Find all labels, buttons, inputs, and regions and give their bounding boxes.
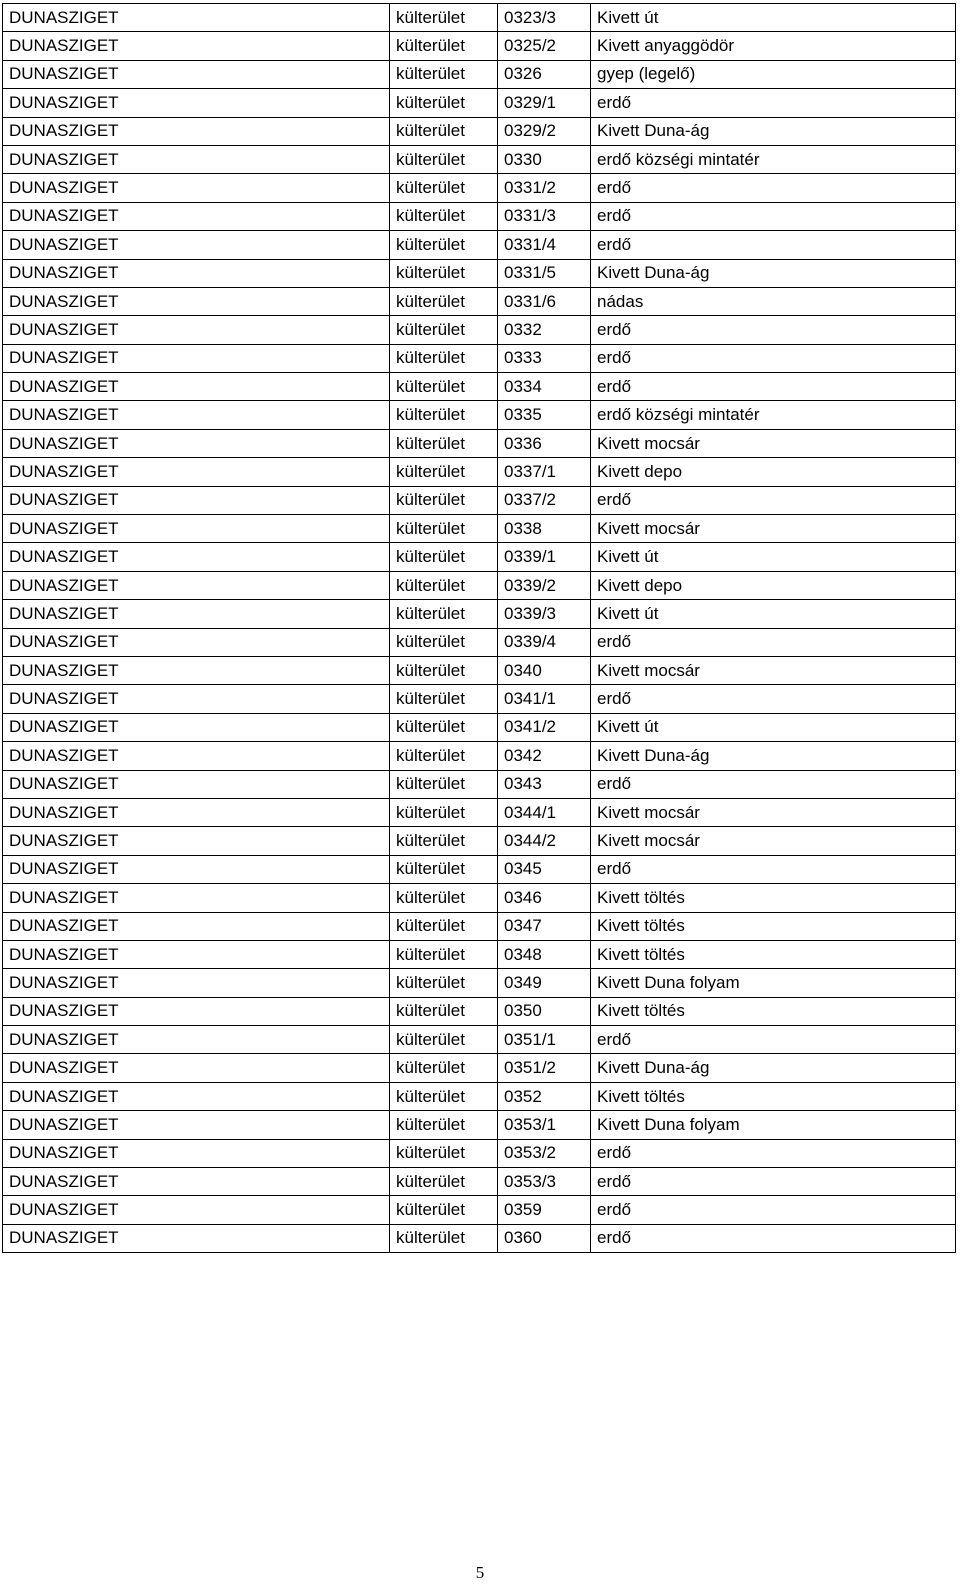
parcel-number-cell: 0339/1 [498, 543, 591, 571]
parcel-number-cell: 0350 [498, 997, 591, 1025]
land-use-cell: Kivett töltés [591, 884, 956, 912]
parcel-number-cell: 0338 [498, 515, 591, 543]
land-use-cell: erdő [591, 316, 956, 344]
parcel-number-cell: 0330 [498, 145, 591, 173]
settlement-cell: DUNASZIGET [3, 515, 390, 543]
settlement-cell: DUNASZIGET [3, 1026, 390, 1054]
table-row [3, 628, 956, 656]
settlement-cell: DUNASZIGET [3, 174, 390, 202]
settlement-cell: DUNASZIGET [3, 429, 390, 457]
land-use-cell: erdő [591, 1168, 956, 1196]
settlement-cell: DUNASZIGET [3, 486, 390, 514]
area-type-cell: külterület [390, 600, 498, 628]
table-row [3, 1082, 956, 1110]
table-row [3, 1196, 956, 1224]
settlement-cell: DUNASZIGET [3, 656, 390, 684]
parcel-number-cell: 0334 [498, 373, 591, 401]
settlement-cell: DUNASZIGET [3, 940, 390, 968]
table-row [3, 1026, 956, 1054]
area-type-cell: külterület [390, 1054, 498, 1082]
land-use-cell: erdő [591, 486, 956, 514]
area-type-cell: külterület [390, 32, 498, 60]
settlement-cell: DUNASZIGET [3, 401, 390, 429]
land-use-cell: Kivett út [591, 713, 956, 741]
settlement-cell: DUNASZIGET [3, 145, 390, 173]
settlement-cell: DUNASZIGET [3, 884, 390, 912]
table-row [3, 429, 956, 457]
table-row [3, 571, 956, 599]
area-type-cell: külterület [390, 685, 498, 713]
land-use-cell: Kivett Duna-ág [591, 259, 956, 287]
land-use-cell: Kivett mocsár [591, 798, 956, 826]
parcel-number-cell: 0360 [498, 1224, 591, 1252]
area-type-cell: külterület [390, 344, 498, 372]
area-type-cell: külterület [390, 89, 498, 117]
land-use-cell: Kivett töltés [591, 997, 956, 1025]
area-type-cell: külterület [390, 571, 498, 599]
table-row [3, 1168, 956, 1196]
area-type-cell: külterület [390, 145, 498, 173]
parcel-number-cell: 0331/5 [498, 259, 591, 287]
parcel-number-cell: 0348 [498, 940, 591, 968]
land-use-cell: erdő [591, 1224, 956, 1252]
area-type-cell: külterület [390, 1196, 498, 1224]
land-use-cell: erdő [591, 770, 956, 798]
parcel-table [2, 3, 956, 1253]
settlement-cell: DUNASZIGET [3, 628, 390, 656]
area-type-cell: külterület [390, 1026, 498, 1054]
table-row [3, 458, 956, 486]
parcel-number-cell: 0339/2 [498, 571, 591, 599]
area-type-cell: külterület [390, 287, 498, 315]
parcel-number-cell: 0337/1 [498, 458, 591, 486]
land-use-cell: Kivett út [591, 543, 956, 571]
area-type-cell: külterület [390, 969, 498, 997]
land-use-cell: Kivett mocsár [591, 429, 956, 457]
parcel-number-cell: 0345 [498, 855, 591, 883]
settlement-cell: DUNASZIGET [3, 742, 390, 770]
table-row [3, 884, 956, 912]
area-type-cell: külterület [390, 742, 498, 770]
land-use-cell: Kivett út [591, 600, 956, 628]
land-use-cell: erdő [591, 628, 956, 656]
settlement-cell: DUNASZIGET [3, 1139, 390, 1167]
area-type-cell: külterület [390, 458, 498, 486]
parcel-number-cell: 0346 [498, 884, 591, 912]
settlement-cell: DUNASZIGET [3, 571, 390, 599]
land-use-cell: nádas [591, 287, 956, 315]
land-use-cell: Kivett mocsár [591, 515, 956, 543]
parcel-number-cell: 0342 [498, 742, 591, 770]
settlement-cell: DUNASZIGET [3, 600, 390, 628]
table-row [3, 117, 956, 145]
table-row [3, 798, 956, 826]
area-type-cell: külterület [390, 429, 498, 457]
settlement-cell: DUNASZIGET [3, 458, 390, 486]
table-row [3, 713, 956, 741]
table-row [3, 1054, 956, 1082]
table-row [3, 60, 956, 88]
area-type-cell: külterület [390, 515, 498, 543]
parcel-number-cell: 0331/6 [498, 287, 591, 315]
settlement-cell: DUNASZIGET [3, 827, 390, 855]
table-row [3, 231, 956, 259]
table-row [3, 174, 956, 202]
land-use-cell: Kivett Duna-ág [591, 1054, 956, 1082]
table-row [3, 401, 956, 429]
table-row [3, 145, 956, 173]
settlement-cell: DUNASZIGET [3, 798, 390, 826]
land-use-cell: erdő [591, 344, 956, 372]
area-type-cell: külterület [390, 231, 498, 259]
settlement-cell: DUNASZIGET [3, 770, 390, 798]
land-use-cell: Kivett Duna-ág [591, 742, 956, 770]
parcel-number-cell: 0349 [498, 969, 591, 997]
table-row [3, 202, 956, 230]
area-type-cell: külterület [390, 884, 498, 912]
area-type-cell: külterület [390, 1139, 498, 1167]
parcel-number-cell: 0344/1 [498, 798, 591, 826]
settlement-cell: DUNASZIGET [3, 344, 390, 372]
parcel-number-cell: 0352 [498, 1082, 591, 1110]
area-type-cell: külterület [390, 1111, 498, 1139]
area-type-cell: külterület [390, 60, 498, 88]
parcel-number-cell: 0326 [498, 60, 591, 88]
table-row [3, 827, 956, 855]
settlement-cell: DUNASZIGET [3, 713, 390, 741]
land-use-cell: erdő [591, 202, 956, 230]
parcel-number-cell: 0323/3 [498, 4, 591, 32]
parcel-number-cell: 0329/1 [498, 89, 591, 117]
table-row [3, 997, 956, 1025]
parcel-number-cell: 0337/2 [498, 486, 591, 514]
land-use-cell: Kivett Duna folyam [591, 969, 956, 997]
area-type-cell: külterület [390, 628, 498, 656]
settlement-cell: DUNASZIGET [3, 4, 390, 32]
table-row [3, 685, 956, 713]
settlement-cell: DUNASZIGET [3, 231, 390, 259]
parcel-number-cell: 0340 [498, 656, 591, 684]
land-use-cell: erdő községi mintatér [591, 145, 956, 173]
parcel-number-cell: 0331/4 [498, 231, 591, 259]
parcel-number-cell: 0325/2 [498, 32, 591, 60]
area-type-cell: külterület [390, 117, 498, 145]
table-row [3, 259, 956, 287]
table-row [3, 969, 956, 997]
parcel-number-cell: 0353/3 [498, 1168, 591, 1196]
settlement-cell: DUNASZIGET [3, 969, 390, 997]
area-type-cell: külterület [390, 798, 498, 826]
table-row [3, 656, 956, 684]
area-type-cell: külterület [390, 174, 498, 202]
parcel-number-cell: 0341/2 [498, 713, 591, 741]
settlement-cell: DUNASZIGET [3, 685, 390, 713]
area-type-cell: külterület [390, 912, 498, 940]
land-use-cell: gyep (legelő) [591, 60, 956, 88]
land-use-cell: erdő [591, 855, 956, 883]
table-row [3, 855, 956, 883]
parcel-number-cell: 0339/3 [498, 600, 591, 628]
settlement-cell: DUNASZIGET [3, 1111, 390, 1139]
parcel-table-body [3, 4, 956, 1253]
table-row [3, 4, 956, 32]
settlement-cell: DUNASZIGET [3, 1054, 390, 1082]
land-use-cell: erdő [591, 1139, 956, 1167]
area-type-cell: külterület [390, 855, 498, 883]
settlement-cell: DUNASZIGET [3, 1196, 390, 1224]
settlement-cell: DUNASZIGET [3, 259, 390, 287]
settlement-cell: DUNASZIGET [3, 912, 390, 940]
settlement-cell: DUNASZIGET [3, 32, 390, 60]
settlement-cell: DUNASZIGET [3, 316, 390, 344]
parcel-number-cell: 0335 [498, 401, 591, 429]
land-use-cell: erdő [591, 685, 956, 713]
table-row [3, 1224, 956, 1252]
parcel-number-cell: 0339/4 [498, 628, 591, 656]
settlement-cell: DUNASZIGET [3, 543, 390, 571]
area-type-cell: külterület [390, 1224, 498, 1252]
settlement-cell: DUNASZIGET [3, 287, 390, 315]
parcel-number-cell: 0331/2 [498, 174, 591, 202]
area-type-cell: külterület [390, 1082, 498, 1110]
parcel-number-cell: 0336 [498, 429, 591, 457]
land-use-cell: erdő [591, 174, 956, 202]
settlement-cell: DUNASZIGET [3, 1168, 390, 1196]
area-type-cell: külterület [390, 770, 498, 798]
table-row [3, 486, 956, 514]
land-use-cell: Kivett anyaggödör [591, 32, 956, 60]
table-row [3, 600, 956, 628]
table-row [3, 515, 956, 543]
parcel-number-cell: 0351/1 [498, 1026, 591, 1054]
table-row [3, 912, 956, 940]
area-type-cell: külterület [390, 373, 498, 401]
area-type-cell: külterület [390, 713, 498, 741]
land-use-cell: Kivett depo [591, 571, 956, 599]
table-row [3, 32, 956, 60]
parcel-number-cell: 0344/2 [498, 827, 591, 855]
table-row [3, 1139, 956, 1167]
land-use-cell: Kivett mocsár [591, 827, 956, 855]
parcel-number-cell: 0353/2 [498, 1139, 591, 1167]
land-use-cell: Kivett töltés [591, 912, 956, 940]
page-number: 5 [475, 1563, 485, 1582]
area-type-cell: külterület [390, 1168, 498, 1196]
settlement-cell: DUNASZIGET [3, 117, 390, 145]
parcel-number-cell: 0341/1 [498, 685, 591, 713]
area-type-cell: külterület [390, 401, 498, 429]
parcel-number-cell: 0359 [498, 1196, 591, 1224]
land-use-cell: erdő [591, 231, 956, 259]
settlement-cell: DUNASZIGET [3, 60, 390, 88]
land-use-cell: erdő községi mintatér [591, 401, 956, 429]
table-row [3, 770, 956, 798]
settlement-cell: DUNASZIGET [3, 1224, 390, 1252]
land-use-cell: Kivett Duna folyam [591, 1111, 956, 1139]
area-type-cell: külterület [390, 202, 498, 230]
table-row [3, 742, 956, 770]
table-row [3, 89, 956, 117]
parcel-number-cell: 0331/3 [498, 202, 591, 230]
settlement-cell: DUNASZIGET [3, 997, 390, 1025]
area-type-cell: külterület [390, 827, 498, 855]
settlement-cell: DUNASZIGET [3, 89, 390, 117]
area-type-cell: külterület [390, 543, 498, 571]
table-row [3, 543, 956, 571]
land-use-cell: erdő [591, 373, 956, 401]
settlement-cell: DUNASZIGET [3, 373, 390, 401]
parcel-number-cell: 0333 [498, 344, 591, 372]
land-use-cell: Kivett mocsár [591, 656, 956, 684]
settlement-cell: DUNASZIGET [3, 202, 390, 230]
parcel-number-cell: 0343 [498, 770, 591, 798]
parcel-number-cell: 0347 [498, 912, 591, 940]
table-row [3, 373, 956, 401]
area-type-cell: külterület [390, 940, 498, 968]
table-row [3, 344, 956, 372]
area-type-cell: külterület [390, 4, 498, 32]
settlement-cell: DUNASZIGET [3, 1082, 390, 1110]
parcel-number-cell: 0351/2 [498, 1054, 591, 1082]
area-type-cell: külterület [390, 997, 498, 1025]
area-type-cell: külterület [390, 486, 498, 514]
parcel-number-cell: 0332 [498, 316, 591, 344]
land-use-cell: erdő [591, 1026, 956, 1054]
land-use-cell: Kivett töltés [591, 1082, 956, 1110]
table-row [3, 316, 956, 344]
area-type-cell: külterület [390, 656, 498, 684]
land-use-cell: erdő [591, 89, 956, 117]
table-row [3, 287, 956, 315]
parcel-number-cell: 0353/1 [498, 1111, 591, 1139]
settlement-cell: DUNASZIGET [3, 855, 390, 883]
area-type-cell: külterület [390, 259, 498, 287]
area-type-cell: külterület [390, 316, 498, 344]
table-row [3, 940, 956, 968]
land-use-cell: Kivett töltés [591, 940, 956, 968]
land-use-cell: Kivett Duna-ág [591, 117, 956, 145]
parcel-number-cell: 0329/2 [498, 117, 591, 145]
land-use-cell: Kivett út [591, 4, 956, 32]
land-use-cell: Kivett depo [591, 458, 956, 486]
land-use-cell: erdő [591, 1196, 956, 1224]
table-row [3, 1111, 956, 1139]
